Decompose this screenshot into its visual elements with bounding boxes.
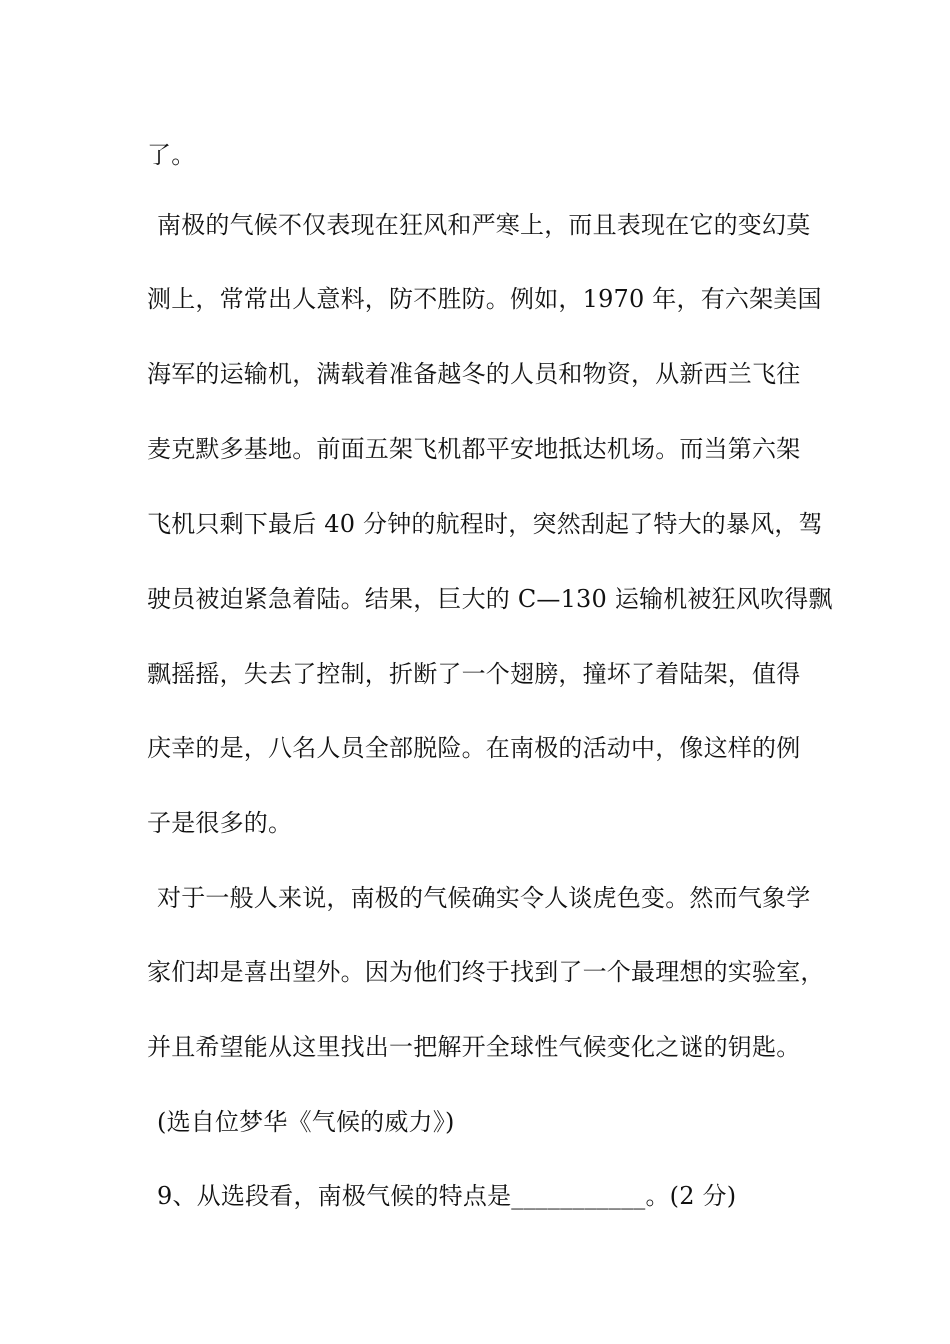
question-9: 9、从选段看，南极气候的特点是___________。(2 分) — [157, 1182, 737, 1210]
paragraph-line: 对于一般人来说，南极的气候确实令人谈虎色变。然而气象学 — [157, 884, 811, 912]
text-line: 了。 — [147, 141, 196, 169]
paragraph-line: 庆幸的是，八名人员全部脱险。在南极的活动中，像这样的例 — [147, 734, 801, 762]
paragraph-line: 麦克默多基地。前面五架飞机都平安地抵达机场。而当第六架 — [147, 435, 801, 463]
paragraph-line: 海军的运输机，满载着准备越冬的人员和物资，从新西兰飞往 — [147, 360, 801, 388]
paragraph-line: 测上，常常出人意料，防不胜防。例如，1970 年，有六架美国 — [147, 285, 822, 313]
source-citation: (选自位梦华《气候的威力》) — [157, 1108, 455, 1136]
paragraph-line: 南极的气候不仅表现在狂风和严寒上，而且表现在它的变幻莫 — [157, 211, 811, 239]
paragraph-line: 飞机只剩下最后 40 分钟的航程时，突然刮起了特大的暴风，驾 — [147, 510, 823, 538]
paragraph-line: 子是很多的。 — [147, 809, 293, 837]
paragraph-line: 并且希望能从这里找出一把解开全球性气候变化之谜的钥匙。 — [147, 1033, 801, 1061]
paragraph-line: 飘摇摇，失去了控制，折断了一个翅膀，撞坏了着陆架，值得 — [147, 660, 801, 688]
paragraph-line: 家们却是喜出望外。因为他们终于找到了一个最理想的实验室， — [147, 958, 825, 986]
paragraph-line: 驶员被迫紧急着陆。结果，巨大的 C—130 运输机被狂风吹得飘 — [147, 585, 833, 613]
